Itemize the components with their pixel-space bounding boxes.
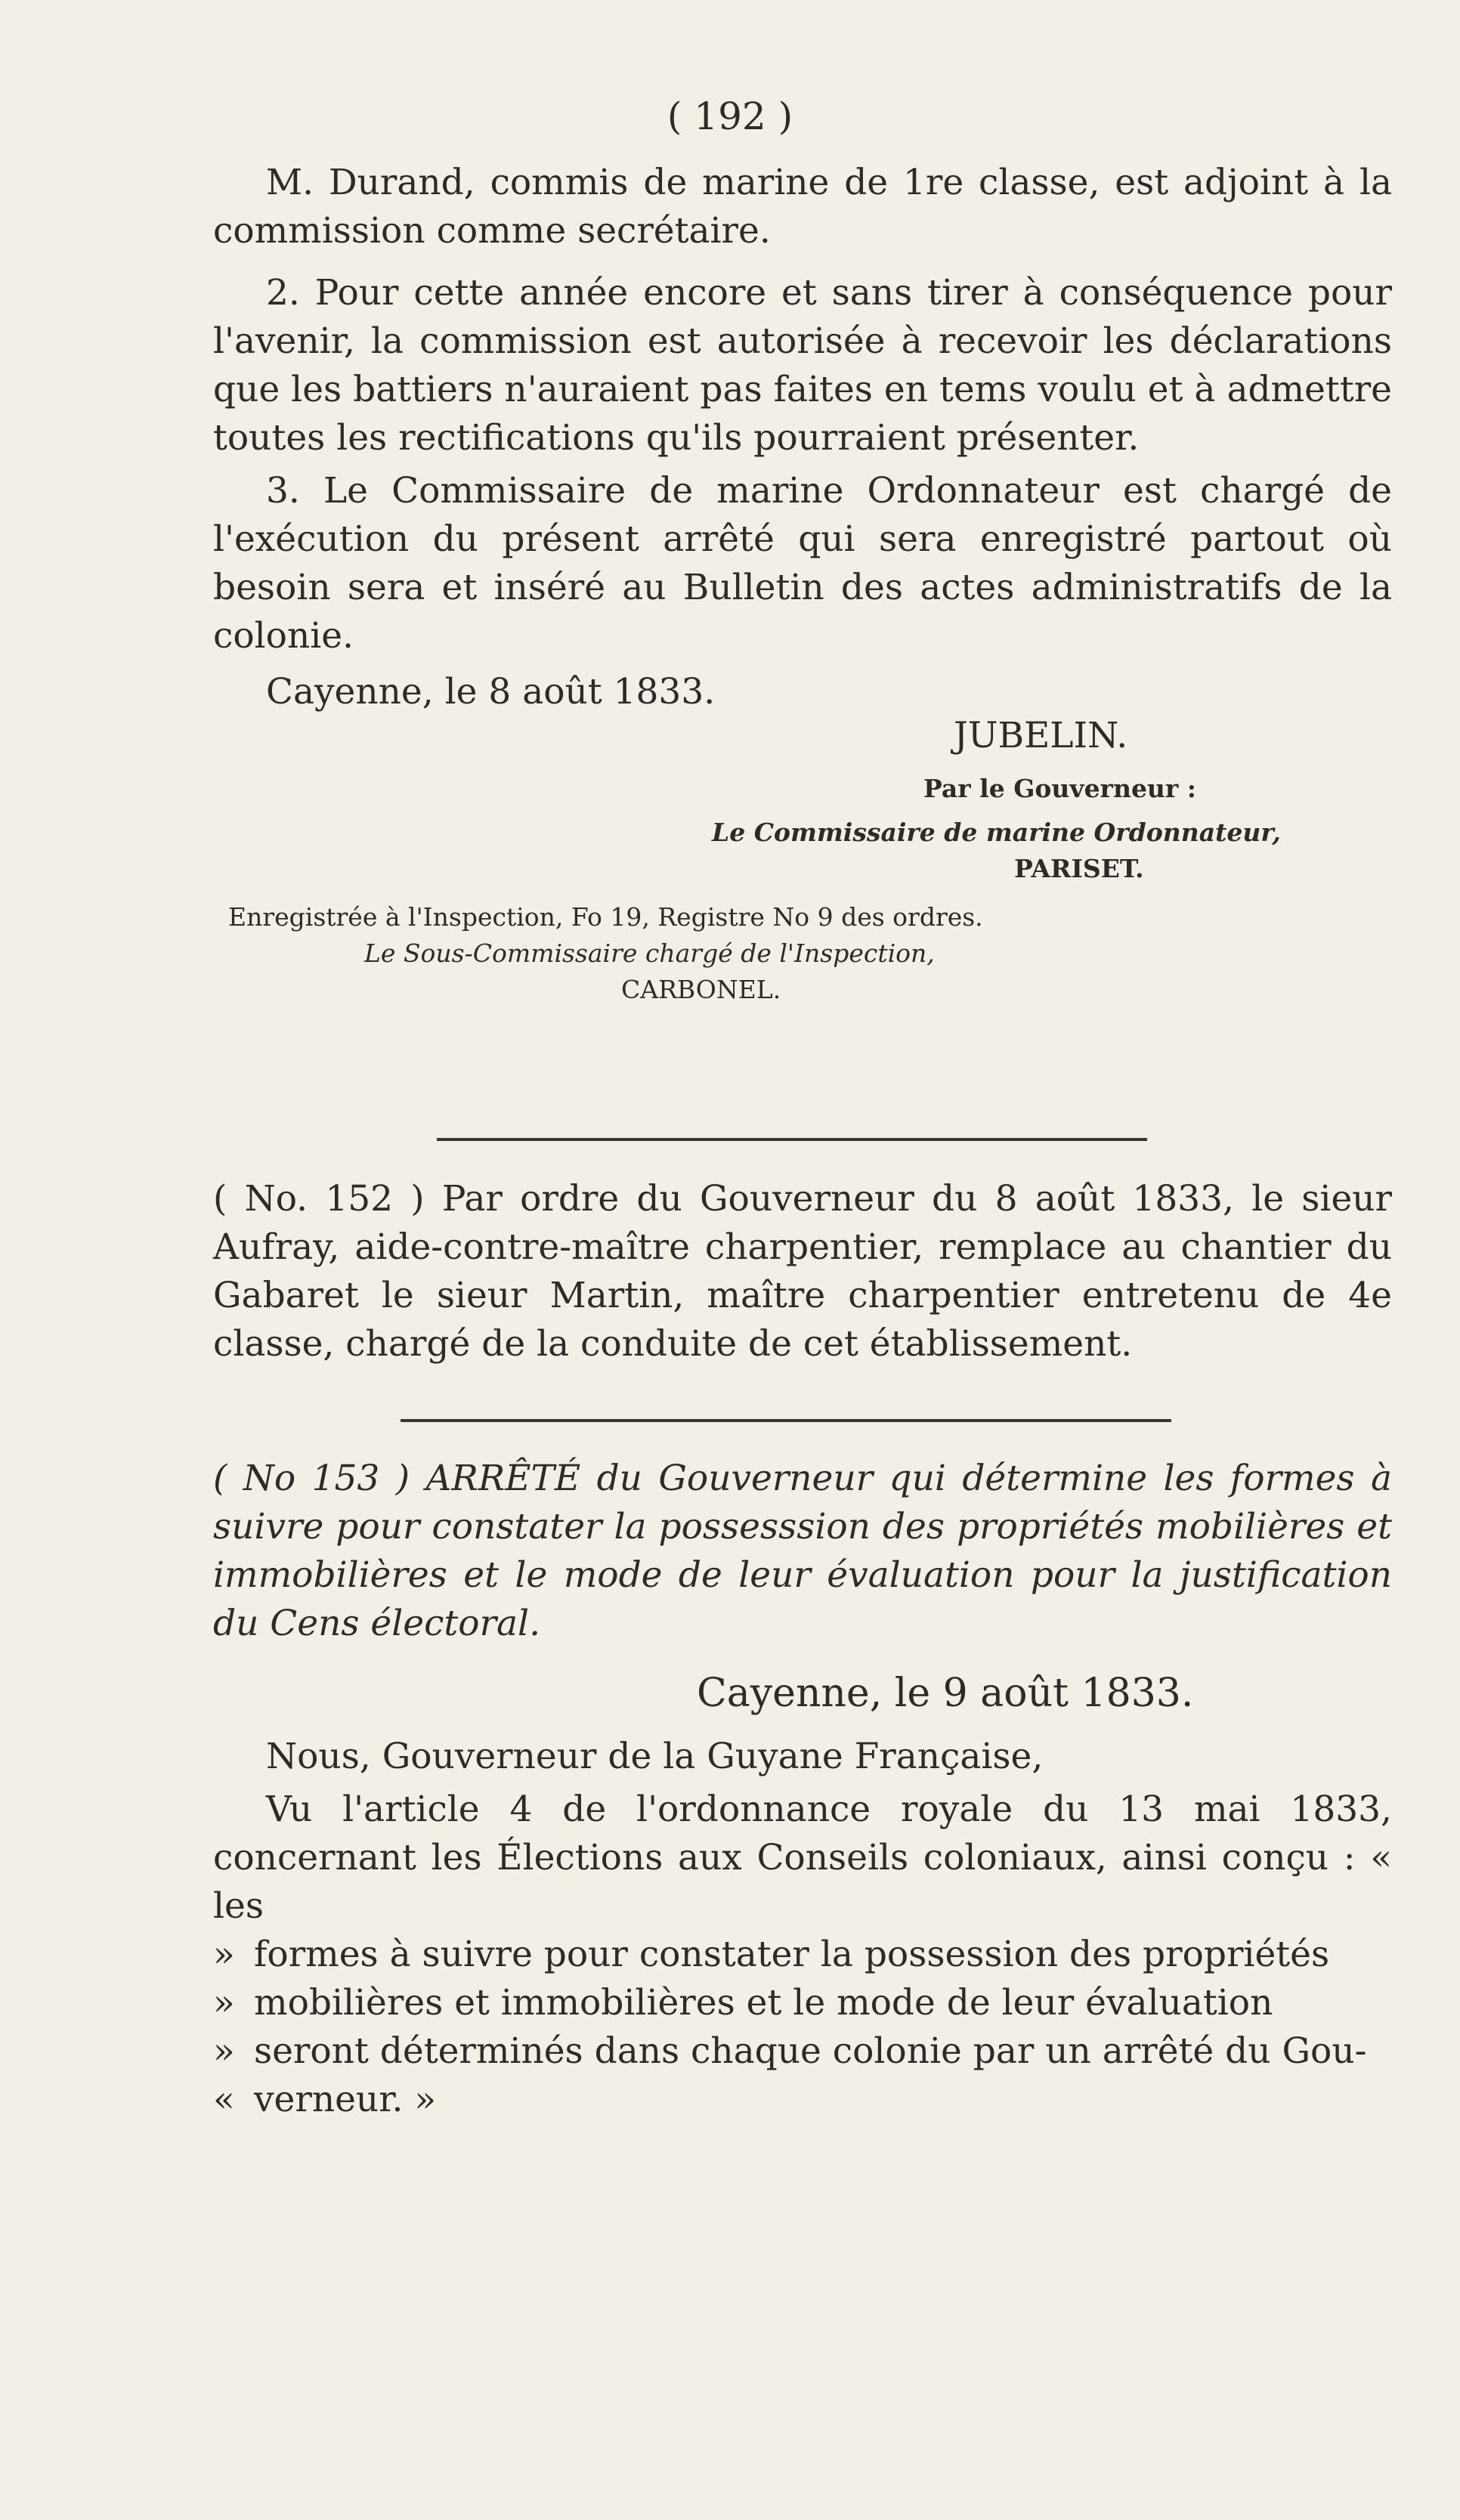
arrete-heading: ( No 153 ) ARRÊTÉ du Gouverneur qui détermine les formes à suivre pour constater la possesssion des propriétés mobilières et immobilières et le mode de leur évaluation pour la justification du Cens électoral. <box>213 1458 1392 1644</box>
section-no-153 <box>213 1455 1392 2124</box>
quote-line: » formes à suivre pour constater la possession des propriétés <box>213 1931 1392 1979</box>
section-commission <box>213 159 1392 1008</box>
sous-commissaire-title: Le Sous-Commissaire chargé de l'Inspection, <box>364 938 935 968</box>
quote-mark: » <box>213 2030 235 2072</box>
quote-line: « verneur. » <box>213 2076 1392 2124</box>
date-line: Cayenne, le 8 août 1833. <box>266 671 716 713</box>
sous-commissaire-name: CARBONEL. <box>621 975 781 1004</box>
signatory: JUBELIN. <box>954 715 1128 756</box>
paragraph-article-2: 2. Pour cette année encore et sans tirer à conséquence pour l'avenir, la commission est autorisée à recevoir les déclarations que les battiers n'auraient pas faites en tems voulu et à admettre toutes les rectifications qu'ils pourraient présenter. <box>213 272 1392 459</box>
paragraph-durand: M. Durand, commis de marine de 1re classe, est adjoint à la commission comme secrétaire. <box>213 162 1392 252</box>
page-number: ( 192 ) <box>667 94 793 138</box>
quoted-article <box>213 1931 1392 2124</box>
par-le-gouverneur: Par le Gouverneur : <box>923 774 1196 803</box>
divider-2 <box>401 1419 1171 1422</box>
paragraph-no-152: ( No. 152 ) Par ordre du Gouverneur du 8 août 1833, le sieur Aufray, aide-contre-maître charpentier, remplace au chantier du Gabaret le sieur Martin, maître charpentier entretenu de 4e classe, chargé de la conduite de cet établissement. <box>213 1178 1392 1365</box>
quote-line: » seront déterminés dans chaque colonie par un arrêté du Gou- <box>213 2027 1392 2076</box>
quote-mark: » <box>213 1934 235 1975</box>
quote-mark: » <box>213 1982 235 2024</box>
date-line-2: Cayenne, le 9 août 1833. <box>697 1671 1194 1716</box>
paragraph-article-3: 3. Le Commissaire de marine Ordonnateur est chargé de l'exécution du présent arrêté qui sera enregistré partout où besoin sera et inséré au Bulletin des actes administratifs de la colonie. <box>213 470 1392 657</box>
quote-mark: « <box>213 2079 235 2120</box>
vu-article-intro: Vu l'article 4 de l'ordonnance royale du 13 mai 1833, concernant les Élections aux Conseils coloniaux, ainsi conçu : « les <box>213 1789 1392 1927</box>
commissaire-title: Le Commissaire de marine Ordonnateur, <box>712 818 1281 847</box>
divider-1 <box>437 1138 1147 1141</box>
nous-gouverneur: Nous, Gouverneur de la Guyane Française, <box>266 1736 1044 1777</box>
section-no-152 <box>213 1175 1392 1368</box>
quote-line: » mobilières et immobilières et le mode de leur évaluation <box>213 1979 1392 2027</box>
commissaire-name: PARISET. <box>1014 854 1144 883</box>
registration-line: Enregistrée à l'Inspection, Fo 19, Registre No 9 des ordres. <box>228 902 983 932</box>
